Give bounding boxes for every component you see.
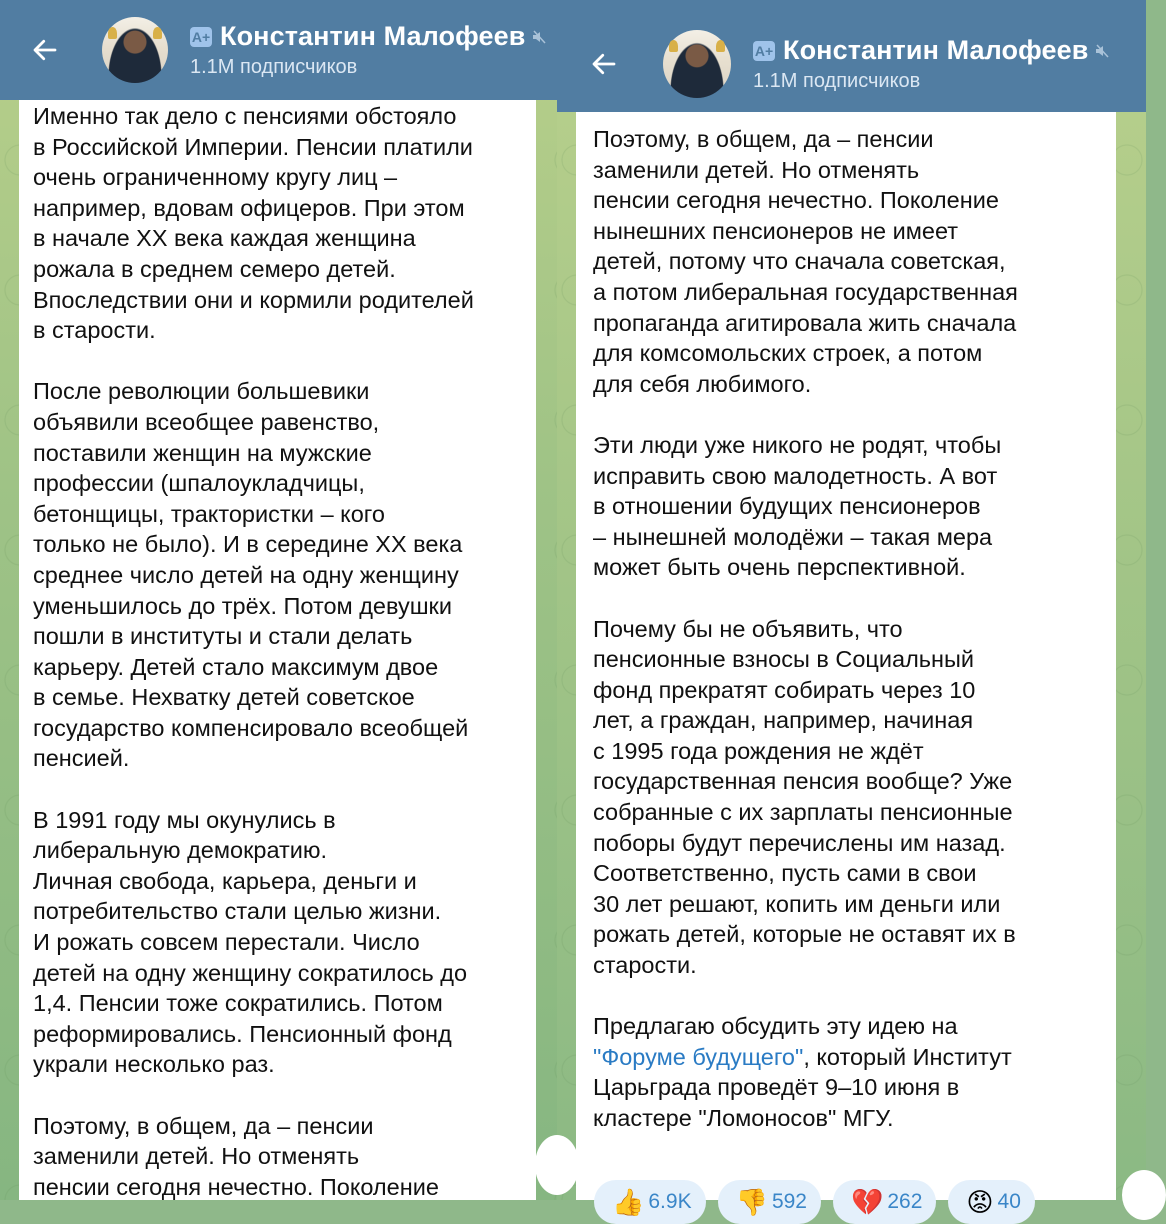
channel-header [0,0,557,100]
reaction-thumbs-down[interactable] [718,1180,821,1224]
reaction-thumbs-up[interactable] [594,1180,706,1224]
paragraph: Предлагаю обсудить эту идею на "Форуме будущего", который Институт Царьграда проведёт 9–10 июня в кластере "Ломоносов" МГУ. [593,1013,1012,1131]
message-text [576,124,1116,1134]
muted-icon [1094,43,1110,59]
message-bubble [576,112,1116,1217]
thumbs-down-icon: 👎 [735,1187,768,1217]
reaction-count: 592 [771,1190,807,1213]
channel-header [557,0,1146,112]
left-screenshot [0,0,557,1200]
subscriber-count: 1.1M подписчиков [190,56,358,78]
reaction-broken-heart[interactable] [833,1180,936,1224]
paragraph: Поэтому, в общем, да – пенсии заменили детей. Но отменять пенсии сегодня нечестно. Поколение [33,1112,439,1200]
arrow-left-icon [589,49,619,79]
message-text [19,101,536,1202]
paragraph: Эти люди уже никого не родят, чтобы исправить свою малодетность. А вот в отношении будущих пенсионеров – нынешней молодёжи – такая мера может быть очень перспективной. [593,431,1002,581]
reactions-bar [594,1180,1035,1224]
back-button[interactable] [28,33,62,67]
channel-title-block[interactable] [190,21,547,79]
paragraph: Поэтому, в общем, да – пенсии заменили детей. Но отменять пенсии сегодня нечестно. Поколение нынешних пенсионеров не имеет детей, потому что сначала советская, а потом либеральная государственная пропаганда агитировала жить сначала для комсомольских строек, а потом для себя любимого. [593,126,1018,397]
subscriber-count: 1.1M подписчиков [753,70,921,92]
scroll-side-button[interactable] [1122,1170,1166,1220]
paragraph: Именно так дело с пенсиями обстояло в Российской Империи. Пенсии платили очень ограниченному кругу лиц – например, вдовам офицеров. При этом в начале XX века каждая женщина рожала в среднем семеро детей. Впоследствии они и кормили родителей в старости. [33,103,474,344]
reaction-angry-face[interactable] [948,1180,1034,1224]
back-button[interactable] [587,47,621,81]
channel-name: Константин Малофеев [783,35,1089,65]
translate-badge-icon: A+ [754,42,774,59]
arrow-left-icon [30,35,60,65]
channel-avatar[interactable] [102,17,168,83]
paragraph: После революции большевики объявили всеобщее равенство, поставили женщин на мужские профессии (шпалоукладчицы, бетонщицы, трактористки – кого только не было). И в середине XX века среднее число детей на одну женщину уменьшилось до трёх. Потом девушки пошли в институты и стали делать карьеру. Детей стало максимум двое в семье. Нехватку детей советское государство компенсировало всеобщей пенсией. [33,378,469,772]
channel-title-block[interactable] [753,35,1110,93]
paragraph: В 1991 году мы окунулись в либеральную демократию. Личная свобода, карьера, деньги и потребительство стали целью жизни. И рожать совсем перестали. Число детей на одну женщину сократилось до 1,4. Пенсии тоже сократились. Потом реформировались. Пенсионный фонд украли несколько раз. [33,806,468,1078]
channel-name: Константин Малофеев [220,21,526,51]
reaction-count: 40 [997,1190,1021,1213]
forum-link[interactable]: "Форуме будущего" [593,1043,804,1070]
message-bubble [19,100,536,1200]
angry-face-icon: 😡 [966,1187,994,1217]
channel-avatar[interactable] [663,30,731,98]
reaction-count: 262 [887,1190,923,1213]
paragraph: Почему бы не объявить, что пенсионные взносы в Социальный фонд прекратят собирать через 10 лет, а граждан, например, начиная с 1995 года рождения не ждёт государственная пенсия вообще? Уже собранные с их зарплаты пенсионные поборы будут перечислены им назад. Соответственно, пусть сами в свои 30 лет решают, копить им деньги или рожать детей, которые не оставят их в старости. [593,615,1016,979]
thumbs-up-icon: 👍 [612,1187,645,1217]
broken-heart-icon: 💔 [851,1187,884,1217]
muted-icon [531,29,547,45]
reaction-count: 6.9K [648,1190,692,1213]
scroll-side-button[interactable] [535,1135,579,1195]
right-screenshot [557,0,1146,1217]
translate-badge-icon: A+ [191,28,211,45]
